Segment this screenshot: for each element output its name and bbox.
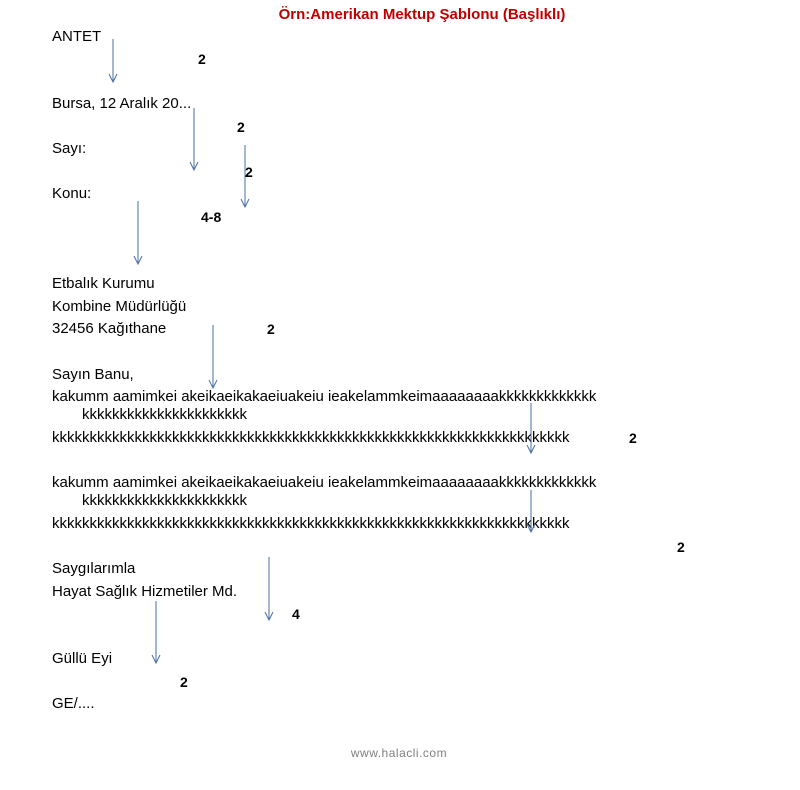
greeting: Sayın Banu,: [52, 366, 134, 383]
antet-label: ANTET: [52, 28, 102, 45]
paragraph1-line-3: kkkkkkkkkkkkkkkkkkkkkkkkkkkkkkkkkkkkkkkkkkkkkkkkkkkkkkkkkkkkkkkkkkkkk: [52, 429, 570, 446]
arrow-down-icon: [527, 490, 535, 532]
recipient-line-1: Etbalık Kurumu: [52, 275, 155, 292]
arrow-down-icon: [241, 145, 249, 207]
initials: GE/....: [52, 695, 95, 712]
arrow-down-icon: [190, 108, 198, 170]
spacing-after-signature: 2: [180, 674, 188, 690]
konu-label: Konu:: [52, 185, 92, 202]
signature-name: Güllü Eyi: [52, 650, 113, 667]
paragraph2-line-2: kkkkkkkkkkkkkkkkkkkkkk: [82, 492, 247, 509]
paragraph1-line-1: kakumm aamimkei akeikaeikakaeiuakeiu ieakelammkeimaaaaaaaakkkkkkkkkkkkk: [52, 388, 597, 405]
spacing-after-address: 2: [267, 321, 275, 337]
closing: Saygılarımla: [52, 560, 136, 577]
arrow-down-icon: [265, 557, 273, 620]
sender-title: Hayat Sağlık Hizmetiler Md.: [52, 583, 238, 600]
footer-website: www.halacli.com: [350, 746, 448, 760]
arrow-down-icon: [527, 403, 535, 453]
arrow-down-icon: [134, 201, 142, 264]
spacing-after-sender: 4: [292, 606, 300, 622]
paragraph1-line-2: kkkkkkkkkkkkkkkkkkkkkk: [82, 406, 247, 423]
sayi-label: Sayı:: [52, 140, 87, 157]
spacing-after-antet: 2: [198, 51, 206, 67]
arrow-down-icon: [152, 601, 160, 663]
spacing-after-paragraph2: 2: [677, 539, 685, 555]
spacing-after-date: 2: [237, 119, 245, 135]
spacing-after-konu: 4-8: [201, 209, 222, 225]
arrow-down-icon: [209, 325, 217, 388]
arrow-down-icon: [109, 39, 117, 82]
spacing-after-paragraph1: 2: [629, 430, 637, 446]
recipient-line-2: Kombine Müdürlüğü: [52, 298, 187, 315]
paragraph2-line-3: kkkkkkkkkkkkkkkkkkkkkkkkkkkkkkkkkkkkkkkkkkkkkkkkkkkkkkkkkkkkkkkkkkkkk: [52, 515, 570, 532]
place-date-line: Bursa, 12 Aralık 20...: [52, 95, 192, 112]
page-title: Örn:Amerikan Mektup Şablonu (Başlıklı): [278, 6, 566, 23]
spacing-after-sayi: 2: [245, 164, 253, 180]
recipient-line-3: 32456 Kağıthane: [52, 320, 167, 337]
paragraph2-line-1: kakumm aamimkei akeikaeikakaeiuakeiu ieakelammkeimaaaaaaaakkkkkkkkkkkkk: [52, 474, 597, 491]
